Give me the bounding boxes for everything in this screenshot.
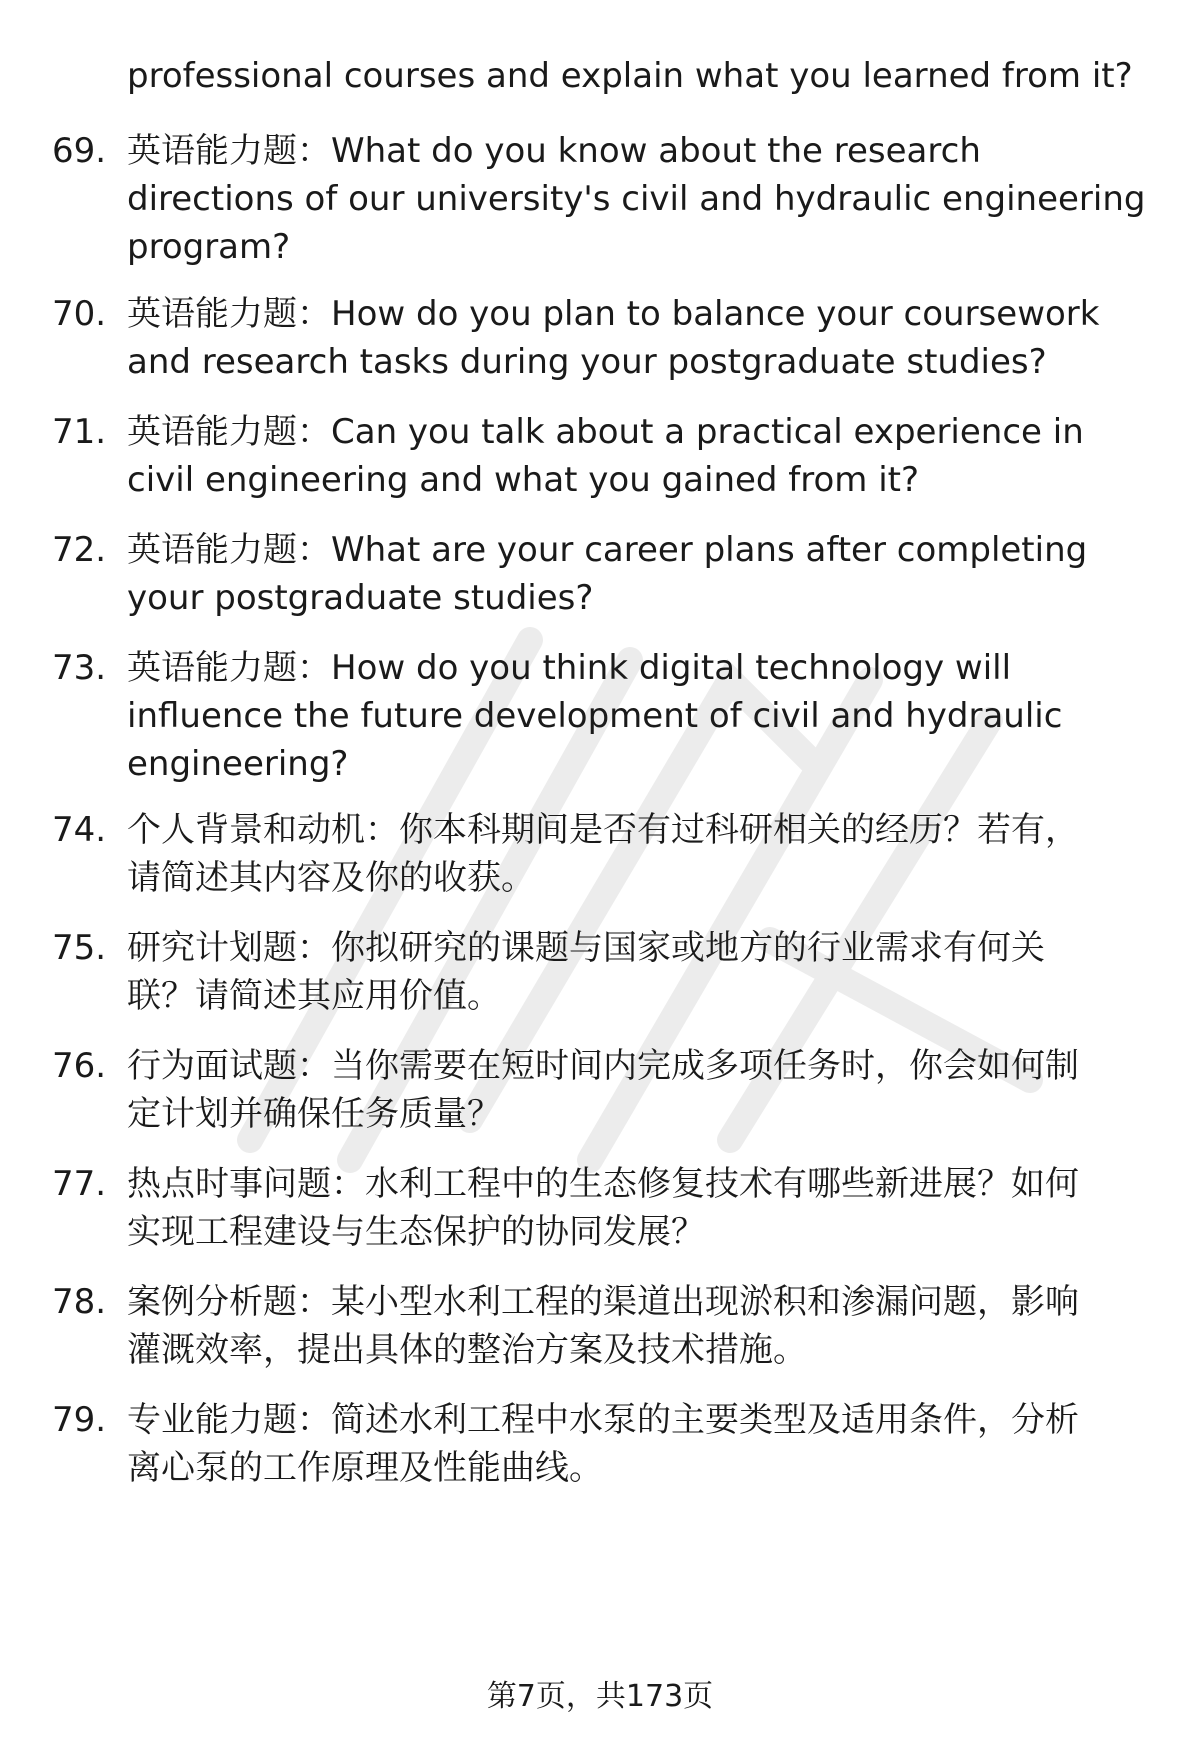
question-text: 英语能力题：How do you plan to balance your coursework and research tasks during your postgraduate studies? xyxy=(127,294,1100,382)
question-number: 77. xyxy=(52,1164,107,1204)
question-number: 72. xyxy=(52,530,107,570)
question-number: 73. xyxy=(52,648,107,688)
question-number: 76. xyxy=(52,1046,107,1086)
page-number-footer: 第7页，共173页 xyxy=(486,1679,714,1714)
question-text: 专业能力题：简述水利工程中水泵的主要类型及适用条件，分析 离心泵的工作原理及性能曲线。 xyxy=(127,1400,1079,1488)
question-number: 69. xyxy=(52,131,107,171)
question-text: 英语能力题：Can you talk about a practical experience in civil engineering and what you gained from it? xyxy=(127,412,1084,500)
question-number: 71. xyxy=(52,412,107,452)
question-text: 英语能力题：What are your career plans after completing your postgraduate studies? xyxy=(127,530,1088,618)
question-number: 70. xyxy=(52,294,107,334)
question-text: 热点时事问题：水利工程中的生态修复技术有哪些新进展？如何 实现工程建设与生态保护的协同发展？ xyxy=(127,1164,1079,1252)
continuation-text: professional courses and explain what you learned from it? xyxy=(127,56,1133,96)
question-number: 79. xyxy=(52,1400,107,1440)
question-text: 案例分析题：某小型水利工程的渠道出现淤积和渗漏问题，影响 灌溉效率，提出具体的整治方案及技术措施。 xyxy=(127,1282,1079,1370)
question-text: 英语能力题：How do you think digital technology will influence the future development of civil and hydraulic engineering? xyxy=(127,648,1063,784)
question-text: 研究计划题：你拟研究的课题与国家或地方的行业需求有何关 联？请简述其应用价值。 xyxy=(127,928,1045,1016)
question-text: 英语能力题：What do you know about the research directions of our university's civil and hydraulic engineering program? xyxy=(127,131,1146,267)
question-number: 78. xyxy=(52,1282,107,1322)
question-text: 行为面试题：当你需要在短时间内完成多项任务时，你会如何制 定计划并确保任务质量？ xyxy=(127,1046,1079,1134)
question-number: 74. xyxy=(52,810,107,850)
question-number: 75. xyxy=(52,928,107,968)
question-text: 个人背景和动机：你本科期间是否有过科研相关的经历？若有， 请简述其内容及你的收获。 xyxy=(127,810,1079,898)
